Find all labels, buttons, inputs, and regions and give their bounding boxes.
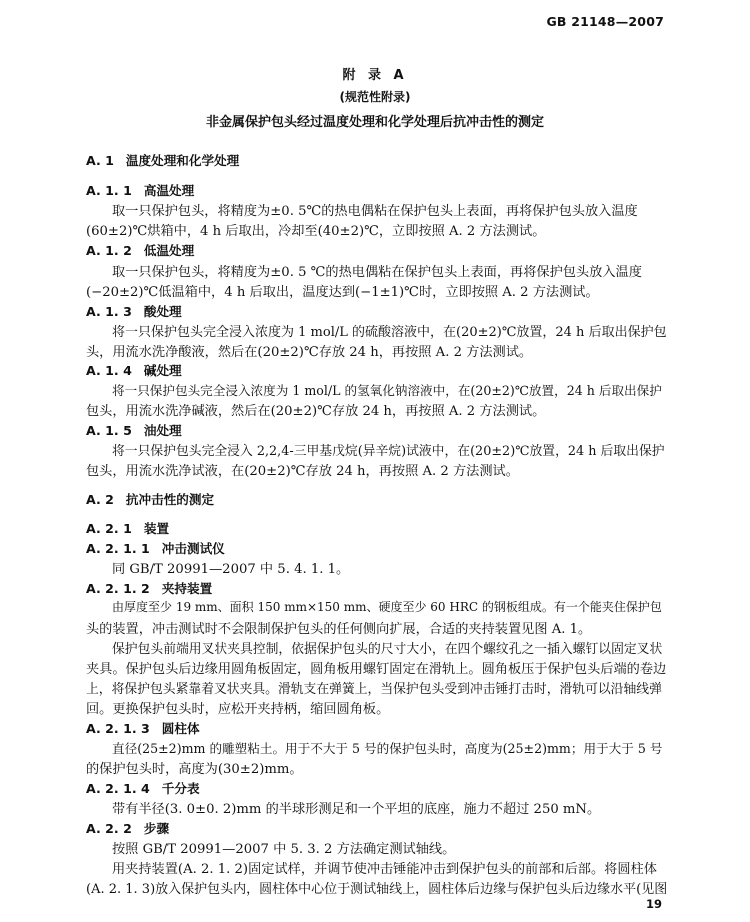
paragraph-line: (60±2)℃烘箱中，4 h 后取出，冷却至(40±2)℃，立即按照 A. 2 方法测试。 — [86, 224, 546, 239]
paragraph-line: 夹具。保护包头后边缘用圆角板固定，圆角板用螺钉固定在滑轨上。圆角板压于保护包头后端的卷边 — [86, 662, 667, 677]
page-number: 19 — [645, 897, 662, 911]
section-number: A. 1. 4 — [86, 363, 132, 378]
standard-number: GB 21148—2007 — [546, 14, 664, 29]
paragraph-line: 包头，用流水洗净碱液，然后在(20±2)℃存放 24 h，再按照 A. 2 方法测试。 — [86, 404, 546, 419]
section-a14-heading — [86, 360, 182, 379]
paragraph-line: 将一只保护包头完全浸入浓度为 1 mol/L 的氢氧化钠溶液中，在(20±2)℃放置，24 h 后取出保护 — [112, 383, 662, 398]
paragraph-line: 用夹持装置(A. 2. 1. 2)固定试样，并调节使冲击锤能冲击到保护包头的前部和后部。将圆柱体 — [112, 862, 657, 877]
paragraph-line: 上，将保护包头紧靠着叉状夹具。滑轨支在弹簧上，当保护包头受到冲击锤打击时，滑轨可以沿轴线弹 — [86, 682, 662, 697]
paragraph-line: 包头，用流水洗净试液，在(20±2)℃存放 24 h，再按照 A. 2 方法测试。 — [86, 464, 519, 479]
paragraph-line: 头，用流水洗净酸液，然后在(20±2)℃存放 24 h，再按照 A. 2 方法测试。 — [86, 345, 533, 360]
section-a214-heading — [86, 778, 200, 797]
section-a11-heading — [86, 180, 194, 199]
paragraph-line: 将一只保护包头完全浸入浓度为 1 mol/L 的硫酸溶液中，在(20±2)℃放置，24 h 后取出保护包 — [112, 325, 667, 340]
section-a13-heading — [86, 301, 182, 320]
section-title: 高温处理 — [143, 183, 195, 198]
paragraph-line: 回。更换保护包头时，应松开夹持柄，缩回圆角板。 — [86, 702, 390, 717]
section-a15-heading — [86, 420, 182, 439]
annex-subtitle: (规范性附录) — [339, 90, 411, 104]
paragraph-line: 保护包头前端用叉状夹具控制，依据保护包头的尺寸大小，在四个螺纹孔之一插入螺钉以固定叉状 — [112, 642, 663, 657]
paragraph-line: (A. 2. 1. 3)放入保护包头内，圆柱体中心位于测试轴线上，圆柱体后边缘与保护包头后边缘水平(见图 — [86, 882, 668, 897]
section-title: 油处理 — [143, 423, 182, 438]
section-number: A. 1. 2 — [86, 243, 132, 258]
section-title: 冲击测试仪 — [161, 541, 225, 556]
section-title: 步骤 — [143, 821, 170, 836]
section-number: A. 2. 1 — [86, 521, 132, 536]
section-title: 千分表 — [161, 781, 200, 796]
section-title: 圆柱体 — [161, 721, 200, 736]
paragraph-line: 的保护包头时，高度为(30±2)mm。 — [86, 762, 303, 777]
section-title: 装置 — [143, 521, 170, 536]
paragraph-line: 取一只保护包头，将精度为±0. 5℃的热电偶粘在保护包头上表面，再将保护包头放入温度 — [112, 204, 638, 219]
section-title: 低温处理 — [143, 243, 195, 258]
section-a213-heading — [86, 718, 200, 737]
section-title: 夹持装置 — [161, 581, 213, 596]
section-a21-heading — [86, 518, 169, 537]
section-number: A. 1 — [86, 153, 114, 168]
section-number: A. 1. 1 — [86, 183, 132, 198]
paragraph-line: 按照 GB/T 20991—2007 中 5. 3. 2 方法确定测试轴线。 — [112, 842, 456, 857]
paragraph-line: 直径(25±2)mm 的雕塑粘土。用于不大于 5 号的保护包头时，高度为(25±2)mm；用于大于 5 号 — [112, 741, 663, 756]
section-title: 碱处理 — [143, 363, 182, 378]
section-number: A. 2 — [86, 492, 114, 507]
section-a12-heading — [86, 240, 194, 259]
section-a22-heading — [86, 818, 169, 837]
annex-heading: 非金属保护包头经过温度处理和化学处理后抗冲击性的测定 — [205, 115, 544, 130]
paragraph-line: (−20±2)℃低温箱中，4 h 后取出，温度达到(−1±1)℃时，立即按照 A. 2 方法测试。 — [86, 285, 599, 300]
section-number: A. 2. 1. 4 — [86, 781, 150, 796]
paragraph-line: 带有半径(3. 0±0. 2)mm 的半球形测足和一个平坦的底座，施力不超过 250 mN。 — [112, 802, 601, 817]
section-title: 抗冲击性的测定 — [125, 492, 215, 507]
section-a212-heading — [86, 578, 212, 597]
section-title: 酸处理 — [143, 304, 182, 319]
section-a2-heading — [86, 489, 214, 508]
paragraph-line: 头的装置，冲击测试时不会限制保护包头的任何侧向扩展，合适的夹持装置见图 A. 1。 — [86, 622, 592, 637]
paragraph-line: 同 GB/T 20991—2007 中 5. 4. 1. 1。 — [112, 562, 350, 577]
paragraph-line: 将一只保护包头完全浸入 2,2,4-三甲基戊烷(异辛烷)试液中，在(20±2)℃放置，24 h 后取出保护 — [112, 444, 665, 459]
paragraph-line: 由厚度至少 19 mm、面积 150 mm×150 mm、硬度至少 60 HRC 的钢板组成。有一个能夹住保护包 — [112, 600, 662, 614]
section-title: 温度处理和化学处理 — [125, 153, 240, 168]
section-number: A. 2. 2 — [86, 821, 132, 836]
section-number: A. 1. 3 — [86, 304, 132, 319]
section-a211-heading — [86, 538, 225, 557]
annex-title: 附 录 A — [342, 68, 408, 83]
section-number: A. 2. 1. 3 — [86, 721, 150, 736]
section-number: A. 1. 5 — [86, 423, 132, 438]
paragraph-line: 取一只保护包头，将精度为±0. 5 ℃的热电偶粘在保护包头上表面，再将保护包头放入温度 — [112, 265, 642, 280]
section-number: A. 2. 1. 1 — [86, 541, 150, 556]
section-a1-heading — [86, 150, 239, 169]
section-number: A. 2. 1. 2 — [86, 581, 150, 596]
